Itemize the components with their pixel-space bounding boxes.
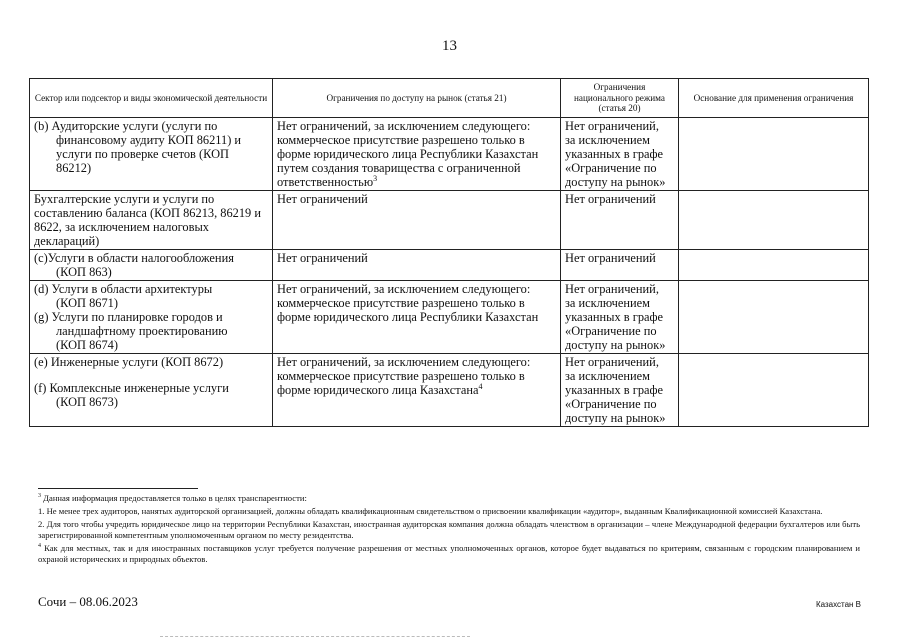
commitments-table	[29, 78, 869, 427]
table-row	[30, 354, 869, 427]
sector-cell-line: составлению баланса (КОП 86213, 86219 и	[34, 206, 261, 220]
market-access-cell-line: ответственностью	[277, 175, 374, 189]
national-treatment-cell	[561, 250, 679, 281]
footnote-mark: 3	[38, 493, 41, 500]
national-treatment-cell-line: «Ограничение по	[565, 397, 657, 411]
footnote	[38, 519, 860, 541]
market-access-cell-line: форме юридического лица Казахстана	[277, 383, 479, 397]
footnote	[38, 543, 860, 565]
sector-cell-line: (КОП 8673)	[56, 395, 118, 409]
national-treatment-cell-line: «Ограничение по	[565, 324, 657, 338]
national-treatment-cell	[561, 354, 679, 427]
footer-location-date: Сочи – 08.06.2023	[38, 594, 138, 609]
market-access-cell	[273, 118, 561, 191]
national-treatment-cell-line: Нет ограничений,	[565, 355, 659, 369]
national-treatment-cell-line: указанных в графе	[565, 310, 664, 324]
market-access-cell-line: Нет ограничений	[277, 192, 368, 206]
footnotes	[38, 493, 860, 567]
sector-cell-line: 8622, за исключением налоговых	[34, 220, 209, 234]
national-treatment-cell	[561, 191, 679, 250]
market-access-cell	[273, 191, 561, 250]
market-access-cell	[273, 250, 561, 281]
sector-cell	[30, 191, 273, 250]
sector-cell-line: Бухгалтерские услуги и услуги по	[34, 192, 215, 206]
sector-cell	[30, 118, 273, 191]
national-treatment-cell-line: доступу на рынок»	[565, 338, 666, 352]
table-row	[30, 118, 869, 191]
national-treatment-cell-line: доступу на рынок»	[565, 175, 666, 189]
basis-cell	[679, 281, 869, 354]
market-access-cell-line: Нет ограничений	[277, 251, 368, 265]
footnote	[38, 493, 860, 504]
market-access-cell-line: Нет ограничений, за исключением следующего:	[277, 119, 531, 133]
national-treatment-cell-line: доступу на рынок»	[565, 411, 666, 425]
national-treatment-cell-line: указанных в графе	[565, 147, 664, 161]
footnote-mark: 4	[38, 543, 41, 550]
national-treatment-cell-line: Нет ограничений	[565, 192, 656, 206]
sector-cell-line: 86212)	[56, 161, 92, 175]
sector-cell-line: (КОП 8671)	[56, 296, 118, 310]
market-access-cell-line: форме юридического лица Республики Казахстан	[277, 310, 539, 324]
sector-cell-line: ландшафтному проектированию	[56, 324, 228, 338]
sector-cell-line: (d) Услуги в области архитектуры	[34, 282, 213, 296]
table-header-row	[30, 79, 869, 118]
market-access-cell-line: коммерческое присутствие разрешено только в	[277, 369, 525, 383]
market-access-cell-line: Нет ограничений, за исключением следующего:	[277, 282, 531, 296]
national-treatment-cell-line: за исключением	[565, 133, 650, 147]
footnote-reference: 3	[373, 173, 378, 183]
table-row	[30, 191, 869, 250]
sector-cell	[30, 281, 273, 354]
footnote-reference: 4	[478, 381, 483, 391]
market-access-cell-line: путем создания товарищества с ограниченной	[277, 161, 521, 175]
national-treatment-cell	[561, 118, 679, 191]
footnote-text: 2. Для того чтобы учредить юридическое лицо на территории Республики Казахстан, иностранная аудиторская компания должна обладать членством в организации – члене Международной федерации бухгалтеров или быть зарегистрированной компетентным уполномоченным органом по месту резидентства.	[38, 519, 860, 540]
page-number: 13	[442, 38, 457, 54]
footnote-text: 1. Не менее трех аудиторов, нанятых аудиторской организацией, должны обладать квалификационным свидетельством о присвоении квалификации «аудитор», выданным Квалификационной комиссией Казахстана.	[38, 506, 823, 516]
footnote-separator	[38, 488, 198, 489]
sector-cell-line: услуги по проверке счетов (КОП	[56, 147, 229, 161]
market-access-cell-line: коммерческое присутствие разрешено только в	[277, 296, 525, 310]
footnote-text: Как для местных, так и для иностранных поставщиков услуг требуется получение разрешения от местных уполномоченных органов, которое будет выдаваться по критериям, связанным с городским планированием и охраной исторических и природных объектов.	[38, 543, 860, 564]
market-access-cell	[273, 354, 561, 427]
sector-cell-line: (e) Инженерные услуги (КОП 8672)	[34, 355, 224, 369]
sector-cell-line: (КОП 8674)	[56, 338, 118, 352]
table-row	[30, 250, 869, 281]
market-access-cell	[273, 281, 561, 354]
national-treatment-cell-line: Нет ограничений,	[565, 119, 659, 133]
sector-cell-line: (f) Комплексные инженерные услуги	[34, 381, 229, 395]
basis-cell	[679, 191, 869, 250]
header-market-access: Ограничения по доступу на рынок (статья 21)	[273, 79, 561, 118]
table-row	[30, 281, 869, 354]
header-sector: Сектор или подсектор и виды экономической деятельности	[30, 79, 273, 118]
footnote-text: Данная информация предоставляется только в целях транспарентности:	[41, 493, 307, 503]
sector-cell-line: (КОП 863)	[56, 265, 112, 279]
sector-cell-line	[34, 369, 268, 381]
national-treatment-cell-line: Нет ограничений	[565, 251, 656, 265]
sector-cell-line: (c)Услуги в области налогообложения	[34, 251, 234, 265]
header-national-treatment: Ограничения национального режима (статья 20)	[561, 79, 679, 118]
footnote	[38, 506, 860, 517]
market-access-cell-line: Нет ограничений, за исключением следующего:	[277, 355, 531, 369]
sector-cell-line: (g) Услуги по планировке городов и	[34, 310, 223, 324]
national-treatment-cell-line: за исключением	[565, 369, 650, 383]
national-treatment-cell-line: Нет ограничений,	[565, 282, 659, 296]
basis-cell	[679, 118, 869, 191]
market-access-cell-line: форме юридического лица Республики Казахстан	[277, 147, 539, 161]
basis-cell	[679, 250, 869, 281]
national-treatment-cell-line: «Ограничение по	[565, 161, 657, 175]
footer-country-label: Казахстан В	[815, 600, 861, 609]
sector-cell	[30, 250, 273, 281]
sector-cell-line: (b) Аудиторские услуги (услуги по	[34, 119, 218, 133]
national-treatment-cell-line: указанных в графе	[565, 383, 664, 397]
sector-cell	[30, 354, 273, 427]
page-edge-artifact	[160, 636, 470, 637]
market-access-cell-line: коммерческое присутствие разрешено только в	[277, 133, 525, 147]
national-treatment-cell-line: за исключением	[565, 296, 650, 310]
basis-cell	[679, 354, 869, 427]
national-treatment-cell	[561, 281, 679, 354]
header-basis: Основание для применения ограничения	[679, 79, 869, 118]
sector-cell-line: деклараций)	[34, 234, 100, 248]
sector-cell-line: финансовому аудиту КОП 86211) и	[56, 133, 242, 147]
